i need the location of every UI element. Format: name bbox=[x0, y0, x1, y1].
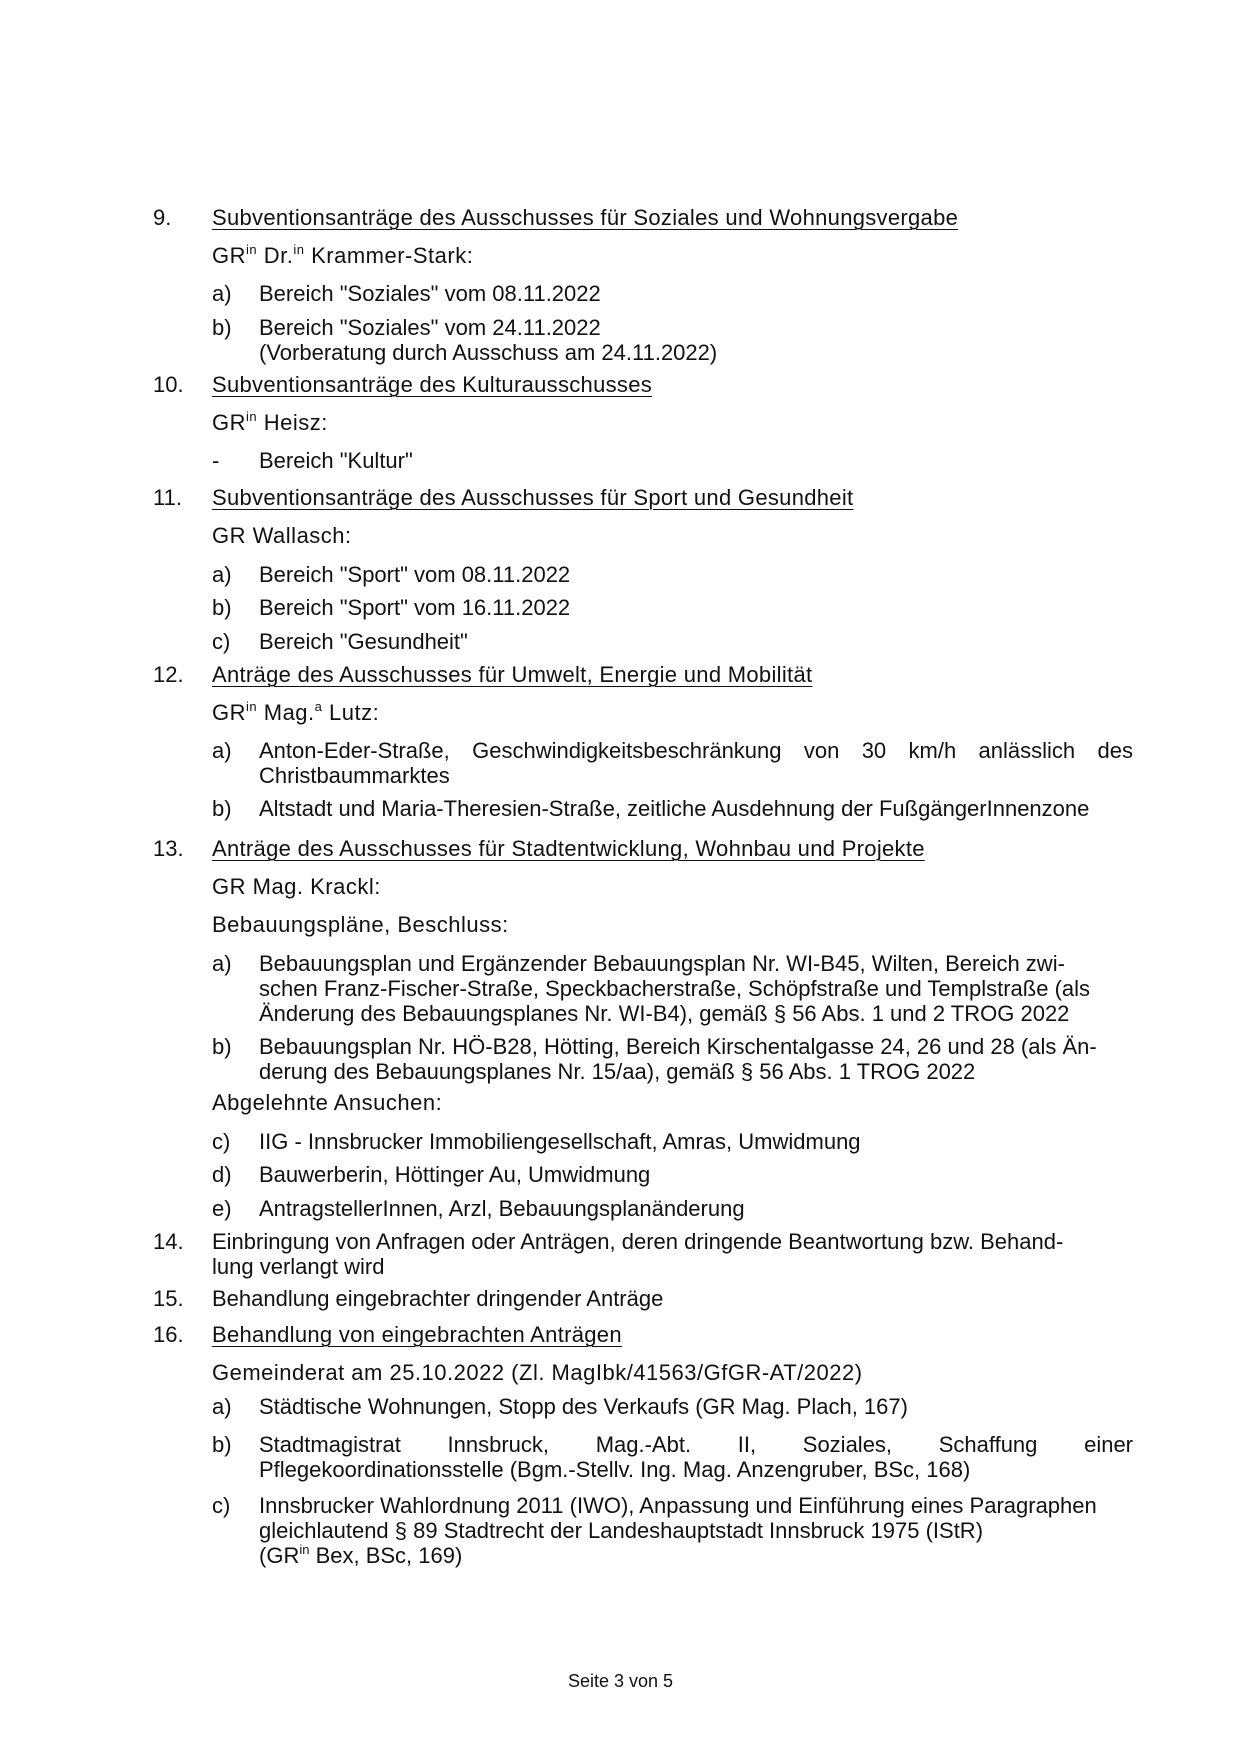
subheading: Abgelehnte Ansuchen: bbox=[212, 1090, 443, 1115]
subheading: Bebauungspläne, Beschluss: bbox=[212, 912, 509, 937]
item-title: Einbringung von Anfragen oder Anträgen, deren dringende Beantwortung bzw. Behand- lung verlangt wird bbox=[212, 1229, 1064, 1279]
speaker: GR Mag. Krackl: bbox=[212, 874, 381, 899]
item-number: 14. bbox=[153, 1229, 184, 1254]
item-number: 13. bbox=[153, 836, 184, 861]
item-title: Anträge des Ausschusses für Umwelt, Energie und Mobilität bbox=[212, 662, 813, 687]
item-number: 16. bbox=[153, 1322, 184, 1347]
speaker: $GR^{in}$ Dr.$^{in}$ Krammer-Stark: bbox=[212, 242, 474, 268]
item-number: 12. bbox=[153, 662, 184, 687]
item-title: Behandlung von eingebrachten Anträgen bbox=[212, 1322, 622, 1347]
item-title: Behandlung eingebrachter dringender Anträge bbox=[212, 1286, 664, 1311]
item-title: Subventionsanträge des Kulturausschusses bbox=[212, 372, 653, 397]
item-number: 10. bbox=[153, 372, 184, 397]
speaker: $GR^{in}$ Mag.$^a$ Lutz: bbox=[212, 699, 380, 725]
item-number: 9. bbox=[153, 205, 172, 230]
document-page: 9. Subventionsanträge des Ausschusses für Soziales und Wohnungsvergabe $GR^{in}$ Dr.$^{in}$ Krammer-Stark: a) Bereich "Soziales" vom 08.11.2022 b) Bereich "Soziales" vom 24.11.2022 (Vorberatung durch Ausschuss am 24.11.2022) 10. Subventionsanträge des Kulturausschusses $GR^{in}$ Heisz: - Bereich "Kultur" 11. Subventionsanträge des Ausschusses für Sport und Gesundheit GR Wallasch: a) Bereich "Sport" vom 08.11.2022 b) Bereich "Sport" vom 16.11.2022 c) Bereich "Gesundheit" 12. Anträge des Ausschusses für Umwelt, Energie und Mobilität $GR^{in}$ Mag.$^a$ Lutz: a) Anton-Eder-Straße, Geschwindigkeitsbeschränkung von 30 km/h anlässlich des Christbaummarktes b) Altstadt und Maria-Theresien-Straße, zeitliche Ausdehnung der FußgängerInnenzone 13. Anträge des Ausschusses für Stadtentwicklung, Wohnbau und Projekte GR Mag. Krackl: Bebauungspläne, Beschluss: a) Bebauungsplan und Ergänzender Bebauungsplan Nr. WI-B45, Wilten, Bereich zwi- schen Franz-Fischer-Straße, Speckbacherstraße, Schöpfstraße und Templstraße (als Änderung des Bebauungsplanes Nr. WI-B4), gemäß § 56 Abs. 1 und 2 TROG 2022 b) Bebauungsplan Nr. HÖ-B28, Hötting, Bereich Kirschentalgasse 24, 26 und 28 (als Än- derung des Bebauungsplanes Nr. 15/aa), gemäß § 56 Abs. 1 TROG 2022 Abgelehnte Ansuchen: c) IIG - Innsbrucker Immobiliengesellschaft, Amras, Umwidmung d) Bauwerberin, Höttinger Au, Umwidmung e) AntragstellerInnen, Arzl, Bebauungsplanänderung 14. Einbringung von Anfragen oder Anträgen, deren dringende Beantwortung bzw. Behand- lung verlangt wird 15. Behandlung eingebrachter dringender Anträge 16. Behandlung von eingebrachten Anträgen Gemeinderat am 25.10.2022 (Zl. MagIbk/41563/GfGR-AT/2022) a) Städtische Wohnungen, Stopp des Verkaufs (GR Mag. Plach, 167) b) Stadtmagistrat Innsbruck, Mag.-Abt. II, Soziales, Schaffung einer Pflegekoordinationsstelle (Bgm.-Stellv. Ing. Mag. Anzengruber, BSc, 168) c) Innsbrucker Wahlordnung 2011 (IWO), Anpassung und Einführung eines Paragraphen gleichlautend § 89 Stadtrecht der Landeshauptstadt Innsbruck 1975 (IStR) ($GR^{in}$ Bex, BSc, 169) Seite 3 von 5 bbox=[0, 0, 1241, 1754]
item-number: 15. bbox=[153, 1286, 184, 1311]
subheading: Gemeinderat am 25.10.2022 (Zl. MagIbk/41563/GfGR-AT/2022) bbox=[212, 1360, 863, 1385]
item-title: Subventionsanträge des Ausschusses für Soziales und Wohnungsvergabe bbox=[212, 205, 959, 230]
item-title: Anträge des Ausschusses für Stadtentwicklung, Wohnbau und Projekte bbox=[212, 836, 925, 861]
speaker: GR Wallasch: bbox=[212, 523, 352, 548]
item-number: 11. bbox=[153, 485, 182, 510]
page-number: Seite 3 von 5 bbox=[567, 1671, 674, 1691]
speaker: $GR^{in}$ Heisz: bbox=[212, 409, 328, 435]
item-title: Subventionsanträge des Ausschusses für Sport und Gesundheit bbox=[212, 485, 854, 510]
